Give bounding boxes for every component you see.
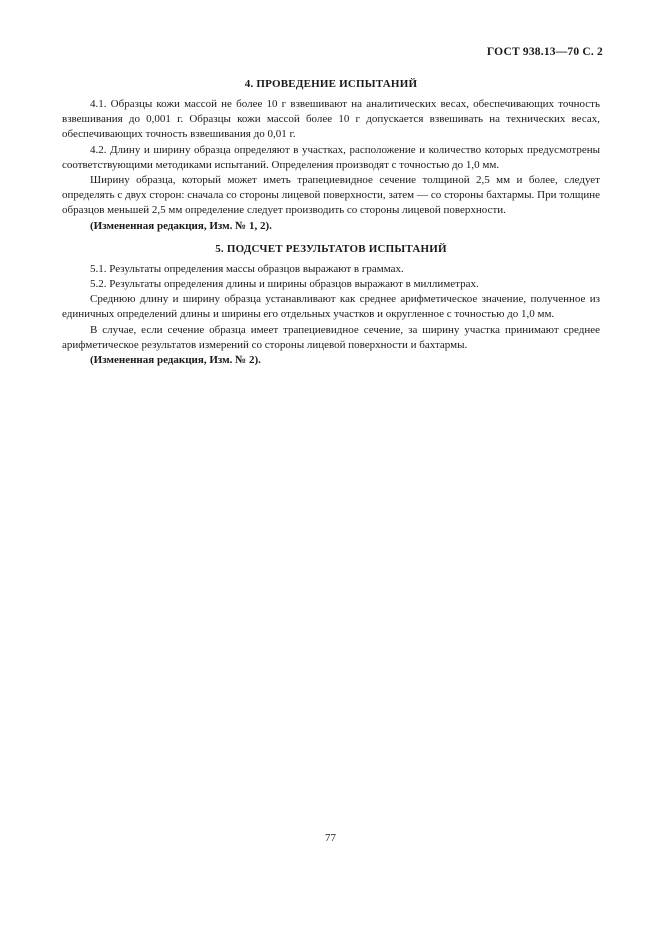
section-5 xyxy=(62,243,600,368)
page-number: 77 xyxy=(325,832,336,844)
amendment-note-4: (Измененная редакция, Изм. № 1, 2). xyxy=(90,219,272,232)
paragraph-5-2-trapezoid: В случае, если сечение образца имеет трапециевидное сечение, за ширину участка принимают среднее арифметическое результатов измерений со стороны лицевой поверхности и бахтармы. xyxy=(62,323,600,351)
section-4 xyxy=(62,78,600,234)
paragraph-4-1: 4.1. Образцы кожи массой не более 10 г взвешивают на аналитических весах, обеспечивающих точность взвешивания до 0,001 г. Образцы кожи массой более 10 г допускается взвешивать на технических весах, обеспечивающих точность взвешивания до 0,01 г. xyxy=(62,98,600,141)
section-5-title: 5. ПОДСЧЕТ РЕЗУЛЬТАТОВ ИСПЫТАНИЙ xyxy=(215,242,447,255)
section-4-title: 4. ПРОВЕДЕНИЕ ИСПЫТАНИЙ xyxy=(244,78,418,90)
paragraph-5-1: 5.1. Результаты определения массы образцов выражают в граммах. xyxy=(90,262,404,275)
document-body xyxy=(62,78,600,368)
amendment-note-5: (Измененная редакция, Изм. № 2). xyxy=(90,354,261,367)
paragraph-4-2-width: Ширину образца, который может иметь трапециевидное сечение толщиной 2,5 мм и более, следует определять с двух сторон: сначала со стороны лицевой поверхности, затем — со стороны бахтармы. При толщине образцов меньшей 2,5 мм определение следует производить со стороны лицевой поверхности. xyxy=(62,174,600,217)
paragraph-5-2-average: Среднюю длину и ширину образца устанавливают как среднее арифметическое значение, полученное из единичных определений длины и ширины его отдельных участков и округленное с точностью до 1,0 мм. xyxy=(62,293,600,321)
paragraph-4-2: 4.2. Длину и ширину образца определяют в участках, расположение и количество которых предусмотрены соответствующими методиками испытаний. Определения производят с точностью до 1,0 мм. xyxy=(62,143,600,171)
document-header: ГОСТ 938.13—70 С. 2 xyxy=(486,46,603,58)
paragraph-5-2: 5.2. Результаты определения длины и ширины образцов выражают в миллиметрах. xyxy=(90,278,479,291)
